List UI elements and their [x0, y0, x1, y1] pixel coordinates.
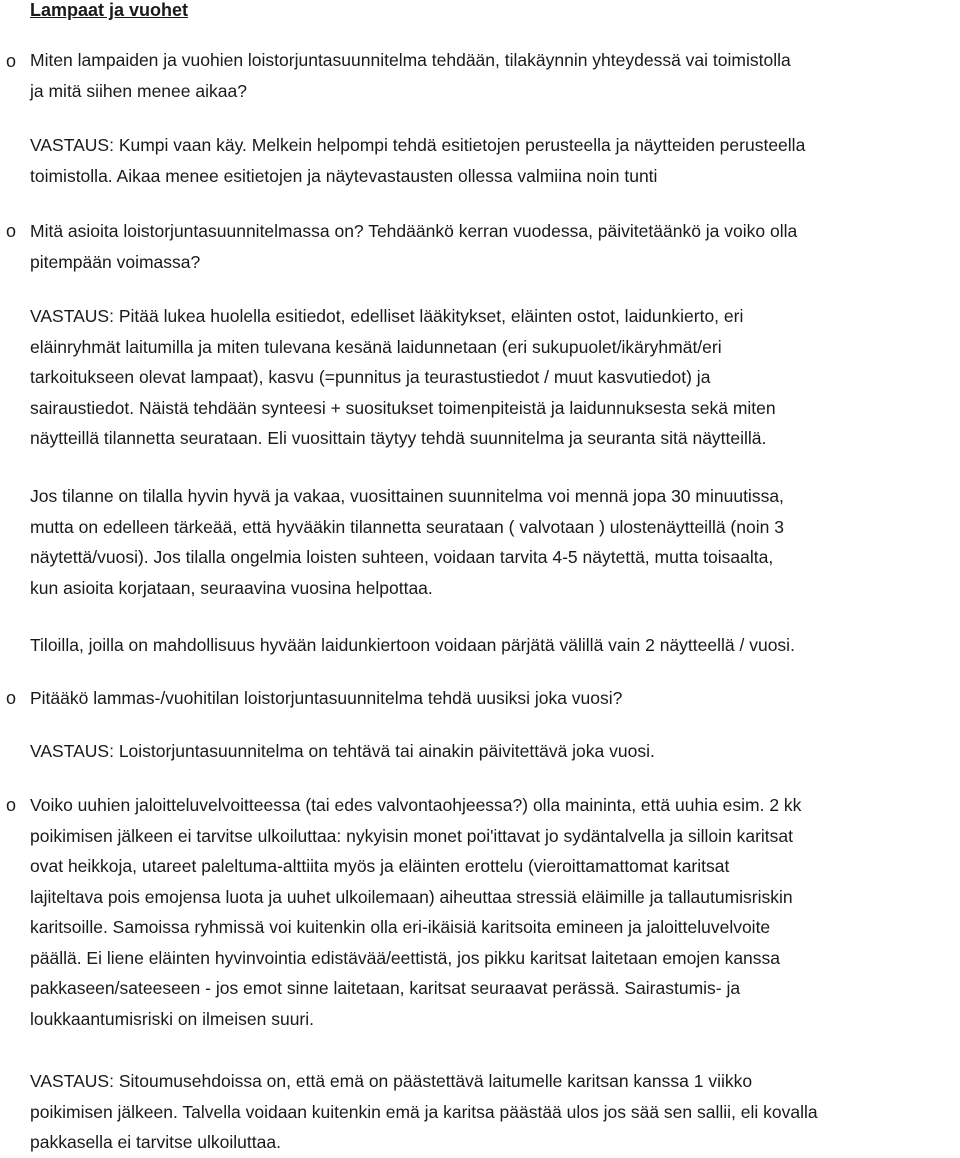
text-line: pakkaseen/sateeseen - jos emot sinne laitetaan, karitsat seuraavat perässä. Sairastumis- ja: [30, 978, 741, 998]
text-line: näytettä/vuosi). Jos tilalla ongelmia loisten suhteen, voidaan tarvita 4-5 näytettä, mutta toisaalta,: [30, 547, 774, 567]
answer-2: [30, 301, 958, 454]
question-4: [30, 790, 958, 1034]
text-line: Mitä asioita loistorjuntasuunnitelmassa on? Tehdäänkö kerran vuodessa, päivitetäänkö ja voiko olla: [30, 221, 798, 241]
text-line: mutta on edelleen tärkeää, että hyvääkin tilannetta seurataan ( valvotaan ) ulostenäytteillä (noin 3: [30, 516, 784, 537]
text-line: VASTAUS: Pitää lukea huolella esitiedot, edelliset lääkitykset, eläinten ostot, laidunkierto, eri: [30, 306, 744, 326]
answer-4: [30, 1066, 958, 1158]
text-line: tarkoitukseen olevat lampaat), kasvu (=punnitus ja teurastustiedot / muut kasvutiedot) ja: [30, 367, 711, 387]
text-line: pitempään voimassa?: [30, 252, 201, 272]
text-line: ja mitä siihen menee aikaa?: [30, 81, 247, 101]
text-line: ovat heikkoja, utareet paleltuma-alttiita myös ja eläinten erottelu (vieroittamattomat karitsat: [30, 856, 730, 876]
answer-3: [30, 736, 958, 767]
answer-2-paragraph-2: [30, 481, 958, 603]
bullet-marker: o: [6, 795, 17, 815]
question-2: [30, 216, 958, 278]
text-line: päällä. Ei liene eläinten hyvinvointia edistävää/eettistä, jos pikku karitsat laitetaan emojen kanssa: [30, 947, 781, 968]
text-line: Pitääkö lammas-/vuohitilan loistorjuntasuunnitelma tehdä uusiksi joka vuosi?: [30, 688, 623, 708]
answer-1: [30, 130, 958, 192]
text-line: Voiko uuhien jaloitteluvelvoitteessa (tai edes valvontaohjeessa?) olla maininta, että uuhia esim. 2 kk: [30, 795, 802, 815]
text-line: lajiteltava pois emojensa luota ja uuhet ulkoilemaan) aiheuttaa stressiä eläimille ja tallautumisriskin: [30, 886, 793, 907]
answer-2-paragraph-3: [30, 630, 958, 661]
text-line: Miten lampaiden ja vuohien loistorjuntasuunnitelma tehdään, tilakäynnin yhteydessä vai toimistolla: [30, 50, 791, 70]
text-line: karitsoille. Samoissa ryhmissä voi kuitenkin olla eri-ikäisiä karitsoita emineen ja jaloitteluvelvoite: [30, 917, 771, 937]
text-line: poikimisen jälkeen. Talvella voidaan kuitenkin emä ja karitsa päästää ulos jos sää sen sallii, eli kovalla: [30, 1101, 818, 1122]
text-line: eläinryhmät laitumilla ja miten tulevana kesänä laidunnetaan (eri sukupuolet/ikäryhmät/eri: [30, 336, 722, 357]
bullet-marker: o: [6, 221, 17, 241]
text-line: VASTAUS: Sitoumusehdoissa on, että emä on päästettävä laitumelle karitsan kanssa 1 viikko: [30, 1071, 753, 1091]
section-heading: Lampaat ja vuohet: [30, 0, 189, 20]
text-line: loukkaantumisriski on ilmeisen suuri.: [30, 1008, 314, 1029]
question-1: [30, 45, 958, 107]
text-line: näytteillä tilannetta seurataan. Eli vuosittain täytyy tehdä suunnitelma ja seuranta sitä näytteillä.: [30, 428, 767, 448]
text-line: Jos tilanne on tilalla hyvin hyvä ja vakaa, vuosittainen suunnitelma voi mennä jopa 30 minuutissa,: [30, 486, 784, 506]
text-line: kun asioita korjataan, seuraavina vuosina helpottaa.: [30, 577, 433, 598]
text-line: VASTAUS: Kumpi vaan käy. Melkein helpompi tehdä esitietojen perusteella ja näytteiden perusteella: [30, 135, 806, 155]
text-line: toimistolla. Aikaa menee esitietojen ja näytevastausten ollessa valmiina noin tunti: [30, 166, 658, 186]
text-line: Tiloilla, joilla on mahdollisuus hyvään laidunkiertoon voidaan pärjätä välillä vain 2 näytteellä / vuosi.: [30, 635, 795, 655]
text-line: VASTAUS: Loistorjuntasuunnitelma on tehtävä tai ainakin päivitettävä joka vuosi.: [30, 741, 655, 761]
bullet-marker: o: [6, 688, 17, 708]
text-line: sairaustiedot. Näistä tehdään synteesi + suositukset toimenpiteistä ja laidunnuksesta sekä miten: [30, 397, 776, 418]
text-line: pakkasella ei tarvitse ulkoiluttaa.: [30, 1132, 281, 1152]
text-line: poikimisen jälkeen ei tarvitse ulkoiluttaa: nykyisin monet poi'ittavat jo sydäntalvella ja silloin karitsat: [30, 825, 794, 846]
bullet-marker: o: [6, 51, 17, 71]
question-3: [30, 683, 958, 714]
